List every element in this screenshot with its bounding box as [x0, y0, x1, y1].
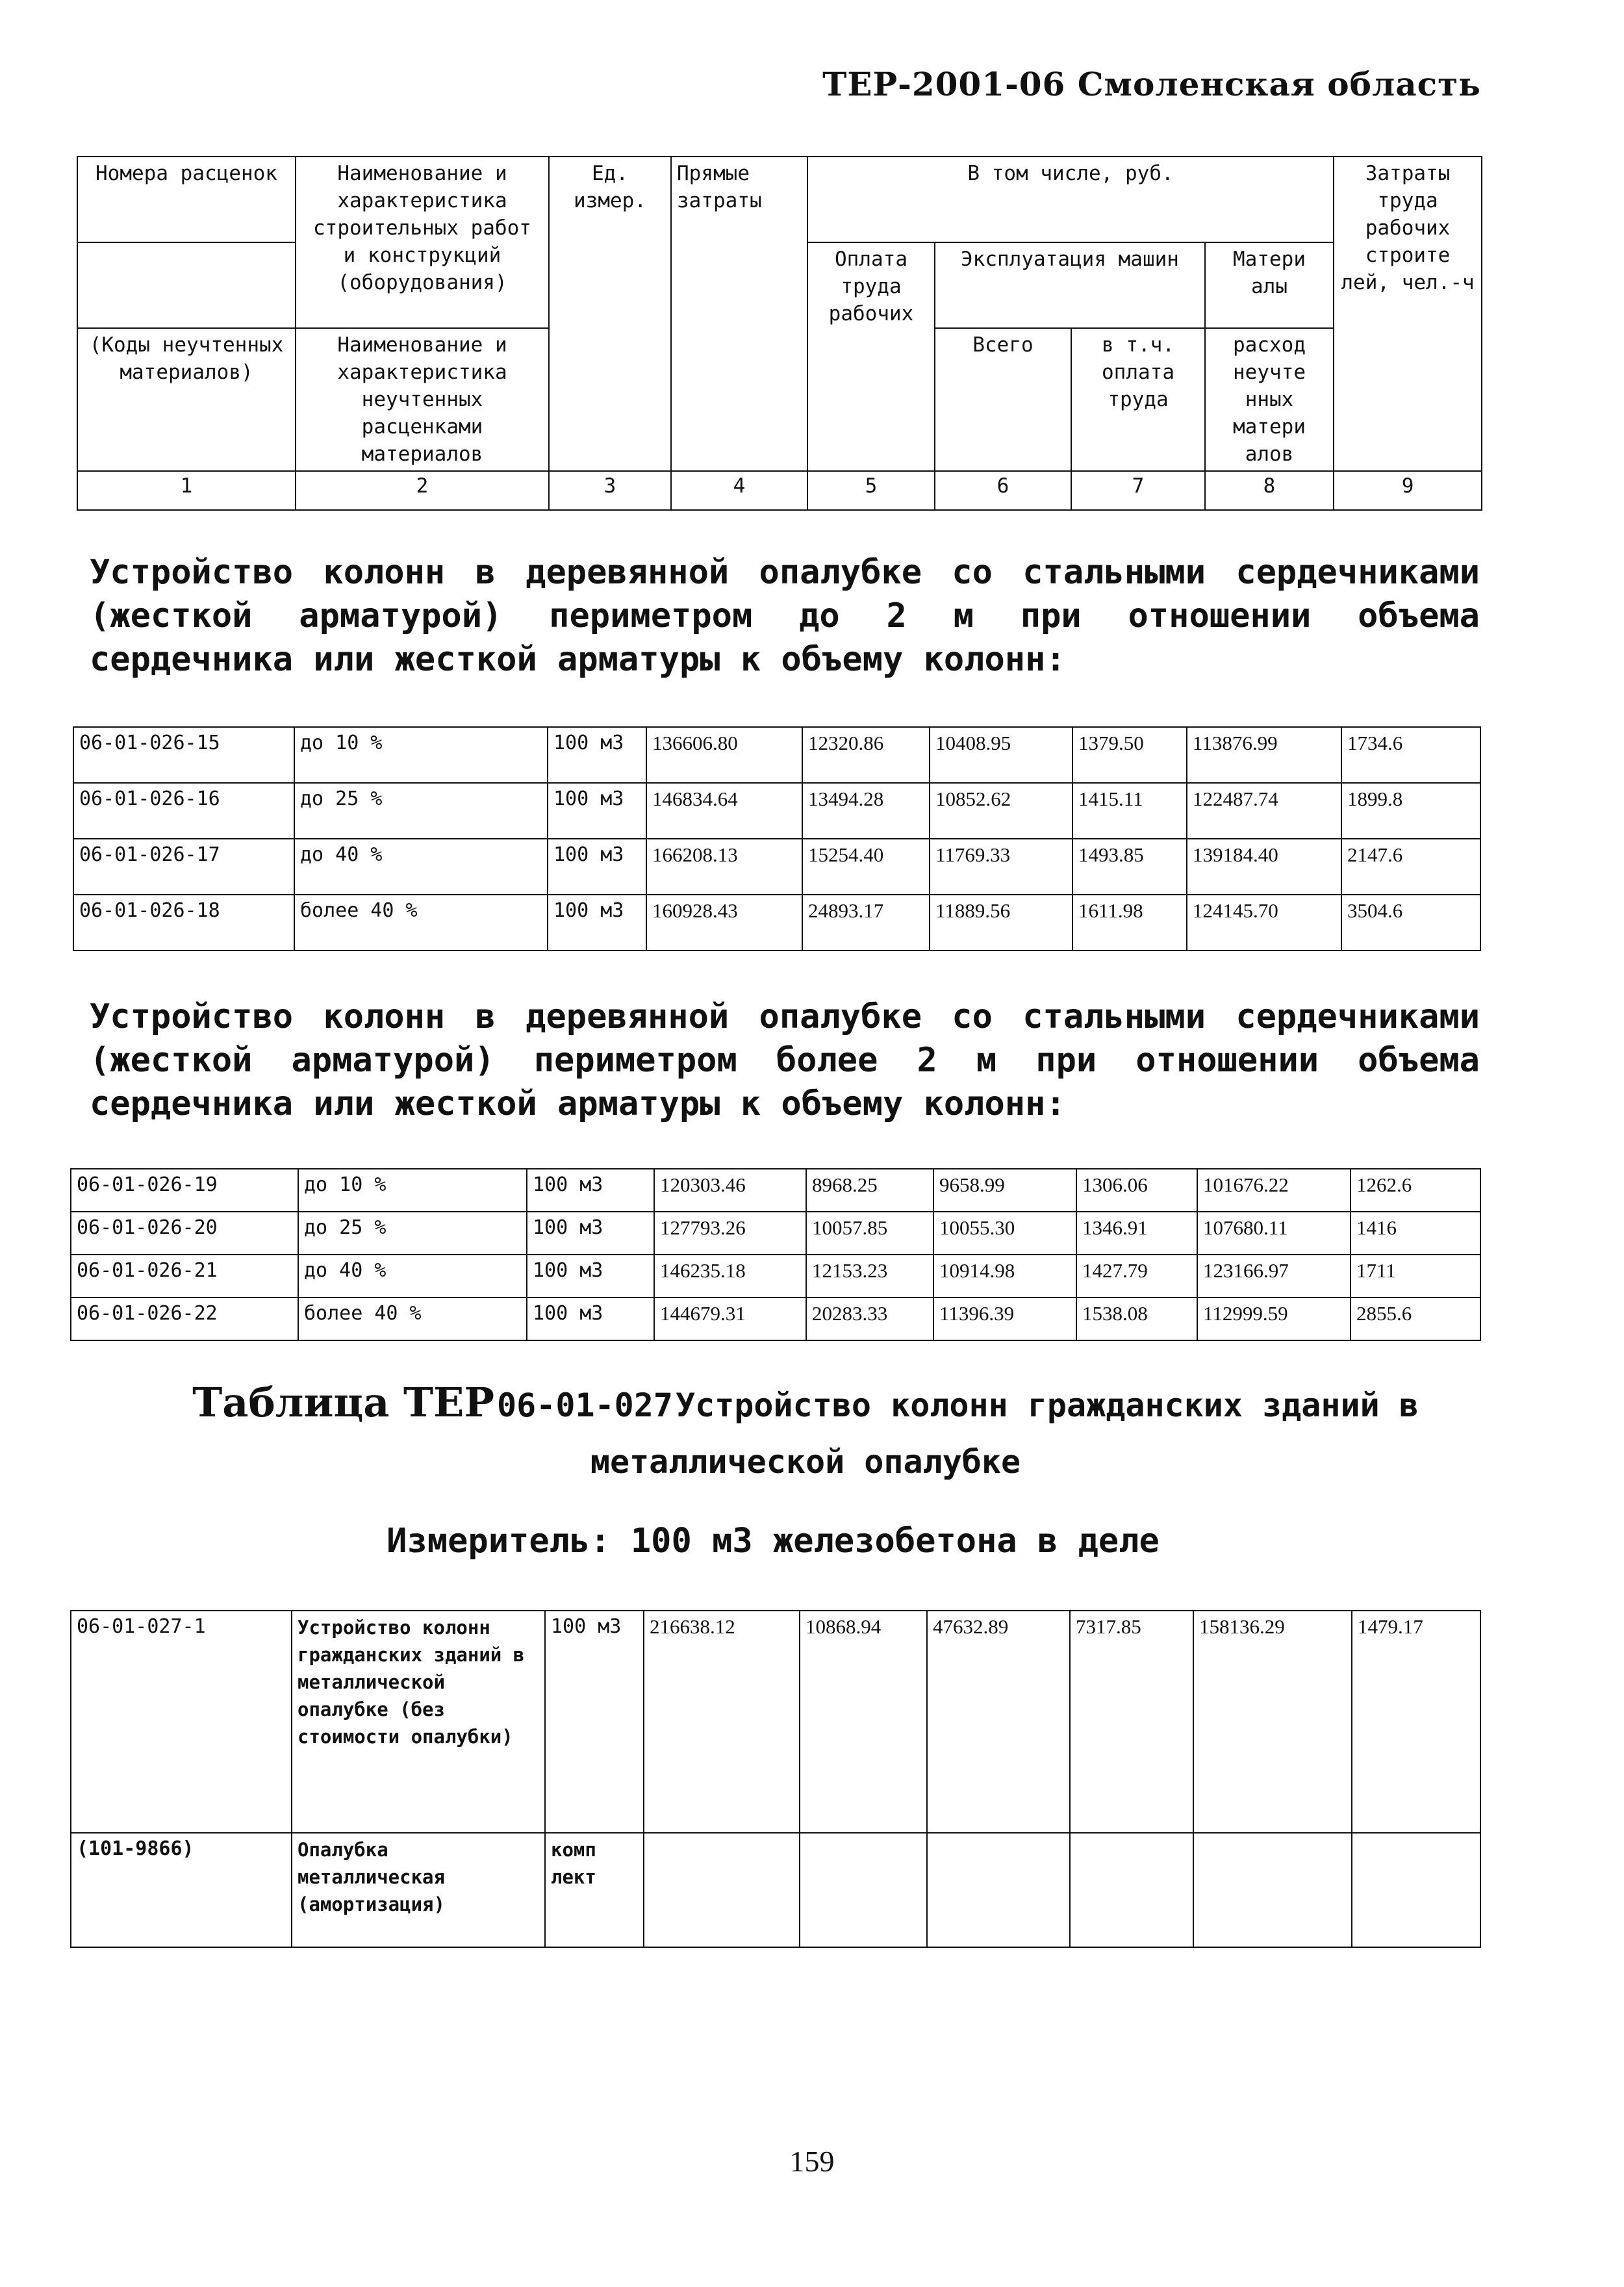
machines-total: 10055.30	[933, 1212, 1076, 1255]
machines-labor: 1306.06	[1076, 1169, 1197, 1212]
rate-code: 06-01-026-17	[73, 839, 294, 895]
column-number: 4	[671, 471, 807, 510]
wages: 24893.17	[802, 895, 930, 951]
wages: 12320.86	[802, 727, 930, 783]
column-number: 6	[935, 471, 1071, 510]
wages: 10057.85	[806, 1212, 933, 1255]
column-number: 8	[1205, 471, 1334, 510]
running-header: ТЕР-2001-06 Смоленская область	[822, 65, 1481, 103]
header-code: Номера расценок	[77, 157, 296, 242]
rate-unit: 100 м3	[545, 1611, 644, 1833]
direct-costs: 144679.31	[654, 1297, 806, 1340]
direct-costs: 146834.64	[646, 783, 802, 839]
machines-labor: 1415.11	[1072, 783, 1187, 839]
section-title: Устройство колонн в деревянной опалубке со стальными сердечниками (жесткой арматурой) периметром более 2 м при отношении объема сердечника или жесткой арматуры к объему колонн:	[90, 997, 1480, 1123]
rate-code: 06-01-026-16	[73, 783, 294, 839]
rates-table	[73, 726, 1481, 951]
column-number: 5	[807, 471, 935, 510]
table-row	[71, 1255, 1480, 1297]
header-machines-total: Всего	[935, 328, 1071, 471]
header-material-codes: (Коды неучтенных материалов)	[77, 328, 296, 471]
rate-name: более 40 %	[294, 895, 548, 951]
header-materials: Матери алы	[1205, 242, 1334, 328]
machines-labor: 1493.85	[1072, 839, 1187, 895]
materials: 112999.59	[1197, 1297, 1351, 1340]
wages: 8968.25	[806, 1169, 933, 1212]
material-name: Опалубка металлическая (амортизация)	[292, 1833, 545, 1947]
rate-name: более 40 %	[298, 1297, 527, 1340]
rate-code: 06-01-026-19	[71, 1169, 298, 1212]
table-row	[73, 727, 1480, 783]
machines-labor: 1427.79	[1076, 1255, 1197, 1297]
materials: 123166.97	[1197, 1255, 1351, 1297]
table-row	[71, 1611, 1480, 1833]
rate-unit: 100 м3	[548, 895, 646, 951]
rate-unit: 100 м3	[527, 1255, 654, 1297]
rates-table	[70, 1168, 1481, 1341]
empty-cell	[927, 1833, 1070, 1947]
table-row	[71, 1297, 1480, 1340]
labor-hours: 2147.6	[1341, 839, 1480, 895]
rate-code: 06-01-026-15	[73, 727, 294, 783]
header-direct-costs: Прямые затраты	[671, 157, 807, 471]
table-caption-prefix: Таблица ТЕР	[192, 1379, 495, 1426]
materials: 113876.99	[1187, 727, 1341, 783]
header-name: Наименование и характеристика строительных работ и конструкций (оборудования)	[296, 157, 549, 328]
direct-costs: 216638.12	[644, 1611, 800, 1833]
wages: 13494.28	[802, 783, 930, 839]
rate-code: 06-01-026-20	[71, 1212, 298, 1255]
wages: 10868.94	[800, 1611, 927, 1833]
machines-total: 10852.62	[930, 783, 1072, 839]
labor-hours: 1734.6	[1341, 727, 1480, 783]
direct-costs: 120303.46	[654, 1169, 806, 1212]
rate-name: до 40 %	[294, 839, 548, 895]
wages: 20283.33	[806, 1297, 933, 1340]
section-title: Устройство колонн в деревянной опалубке со стальными сердечниками (жесткой арматурой) периметром до 2 м при отношении объема сердечника или жесткой арматуры к объему колонн:	[90, 553, 1480, 679]
header-material-name: Наименование и характеристика неучтенных расценками материалов	[296, 328, 549, 471]
table-row	[73, 895, 1480, 951]
labor-hours: 1479.17	[1352, 1611, 1480, 1833]
table-row	[71, 1212, 1480, 1255]
table-row	[71, 1833, 1480, 1947]
header-labor-hours: Затраты труда рабочих строите лей, чел.-ч	[1334, 157, 1482, 471]
rate-name: до 25 %	[294, 783, 548, 839]
machines-labor: 1611.98	[1072, 895, 1187, 951]
machines-total: 47632.89	[927, 1611, 1070, 1833]
page-number: 159	[789, 2145, 835, 2178]
rate-name: Устройство колонн гражданских зданий в металлической опалубке (без стоимости опалубки)	[292, 1611, 545, 1833]
header-machines-labor: в т.ч. оплата труда	[1071, 328, 1205, 471]
labor-hours: 1262.6	[1351, 1169, 1480, 1212]
table-row	[73, 839, 1480, 895]
rate-unit: 100 м3	[548, 839, 646, 895]
machines-total: 11889.56	[930, 895, 1072, 951]
table-caption	[130, 1379, 1481, 1494]
material-unit: комп лект	[545, 1833, 644, 1947]
wages: 12153.23	[806, 1255, 933, 1297]
rate-name: до 40 %	[298, 1255, 527, 1297]
rate-unit: 100 м3	[527, 1297, 654, 1340]
rate-code: 06-01-026-22	[71, 1297, 298, 1340]
direct-costs: 160928.43	[646, 895, 802, 951]
rate-code: 06-01-026-21	[71, 1255, 298, 1297]
column-number: 2	[296, 471, 549, 510]
header-unit: Ед. измер.	[549, 157, 671, 471]
wages: 15254.40	[802, 839, 930, 895]
rate-unit: 100 м3	[548, 783, 646, 839]
materials: 122487.74	[1187, 783, 1341, 839]
empty-cell	[1352, 1833, 1480, 1947]
machines-labor: 7317.85	[1070, 1611, 1193, 1833]
direct-costs: 127793.26	[654, 1212, 806, 1255]
table-caption-code: 06-01-027	[497, 1386, 673, 1424]
rate-unit: 100 м3	[527, 1169, 654, 1212]
empty-cell	[644, 1833, 800, 1947]
materials: 139184.40	[1187, 839, 1341, 895]
machines-labor: 1346.91	[1076, 1212, 1197, 1255]
materials: 107680.11	[1197, 1212, 1351, 1255]
rate-code: 06-01-027-1	[71, 1611, 292, 1833]
column-number: 7	[1071, 471, 1205, 510]
empty-cell	[800, 1833, 927, 1947]
header-code-spacer	[77, 242, 296, 328]
measure-unit-line: Измеритель: 100 м3 железобетона в деле	[387, 1522, 1160, 1561]
rate-name: до 25 %	[298, 1212, 527, 1255]
rate-name: до 10 %	[294, 727, 548, 783]
labor-hours: 1416	[1351, 1212, 1480, 1255]
labor-hours: 1899.8	[1341, 783, 1480, 839]
table-caption-text: Устройство колонн гражданских зданий в металлической опалубке	[590, 1386, 1419, 1481]
machines-total: 9658.99	[933, 1169, 1076, 1212]
direct-costs: 166208.13	[646, 839, 802, 895]
empty-cell	[1193, 1833, 1352, 1947]
column-number: 1	[77, 471, 296, 510]
machines-total: 11396.39	[933, 1297, 1076, 1340]
header-wages: Оплата труда рабочих	[807, 242, 935, 471]
machines-labor: 1379.50	[1072, 727, 1187, 783]
column-header-table	[77, 156, 1482, 511]
column-number: 9	[1334, 471, 1482, 510]
table-row	[71, 1169, 1480, 1212]
labor-hours: 3504.6	[1341, 895, 1480, 951]
direct-costs: 146235.18	[654, 1255, 806, 1297]
header-including: В том числе, руб.	[807, 157, 1334, 242]
rates-table	[70, 1610, 1481, 1948]
material-code: (101-9866)	[71, 1833, 292, 1947]
rate-name: до 10 %	[298, 1169, 527, 1212]
empty-cell	[1070, 1833, 1193, 1947]
machines-total: 10408.95	[930, 727, 1072, 783]
materials: 124145.70	[1187, 895, 1341, 951]
machines-labor: 1538.08	[1076, 1297, 1197, 1340]
rate-code: 06-01-026-18	[73, 895, 294, 951]
header-material-consumption: расход неучте нных матери алов	[1205, 328, 1334, 471]
direct-costs: 136606.80	[646, 727, 802, 783]
rate-unit: 100 м3	[527, 1212, 654, 1255]
labor-hours: 1711	[1351, 1255, 1480, 1297]
header-machines: Эксплуатация машин	[935, 242, 1205, 328]
labor-hours: 2855.6	[1351, 1297, 1480, 1340]
materials: 158136.29	[1193, 1611, 1352, 1833]
table-row	[73, 783, 1480, 839]
materials: 101676.22	[1197, 1169, 1351, 1212]
machines-total: 11769.33	[930, 839, 1072, 895]
machines-total: 10914.98	[933, 1255, 1076, 1297]
column-number: 3	[549, 471, 671, 510]
rate-unit: 100 м3	[548, 727, 646, 783]
